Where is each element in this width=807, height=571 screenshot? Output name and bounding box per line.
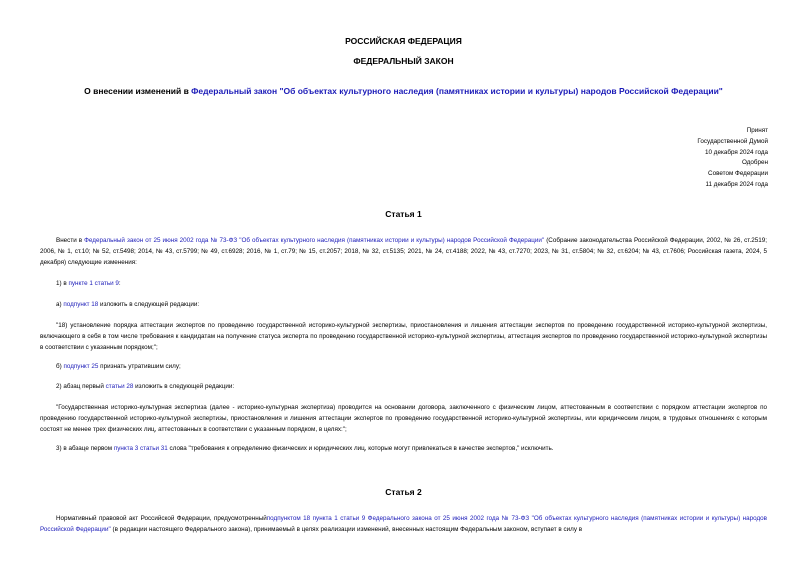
item-3-link[interactable]: пункта 3 статьи 31 bbox=[113, 445, 168, 452]
item-2-link[interactable]: статьи 28 bbox=[105, 383, 134, 390]
article-1-heading: Статья 1 bbox=[385, 209, 422, 219]
country-heading: РОССИЙСКАЯ ФЕДЕРАЦИЯ bbox=[345, 36, 462, 46]
quote-subitem-18: "18) установление порядка аттестации экспертов по проведению государственной историко-культурной экспертизы, приостановления и лишения аттестации экспертов по проведению государственной историко-культурной экспертизы, включающего в себя в том числе требования к кандидатам на получение статуса эксперта по проведению государственной историко-культурной экспертизы, аттестация экспертов по проведению государственной историко-культурной экспертизы в соответствии с указанным порядком;"; bbox=[40, 322, 767, 351]
subitem-b-link[interactable]: подпункт 25 bbox=[63, 363, 99, 370]
adoption-line: 11 декабря 2024 года bbox=[705, 180, 768, 188]
subitem-a: а) подпункт 18 изложить в следующей редакции: bbox=[56, 301, 200, 308]
subitem-a-link[interactable]: подпункт 18 bbox=[63, 301, 99, 308]
adoption-line: Государственной Думой bbox=[697, 137, 768, 145]
adoption-line: Советом Федерации bbox=[708, 170, 768, 178]
item-1-link[interactable]: пункте 1 статьи 9 bbox=[68, 280, 119, 287]
subitem-b: б) подпункт 25 признать утратившим силу; bbox=[56, 363, 181, 370]
law-reference-link[interactable]: Федеральный закон от 25 июня 2002 года № 73-ФЗ "Об объектах культурного наследия (памятниках истории и культуры) народов Российской Федерации" bbox=[84, 237, 545, 244]
article-2-link[interactable]: подпунктом 18 пункта 1 статьи 9 Федерального закона от 25 июня 2002 года № 73-ФЗ "Об объектах культурного наследия (памятниках истории и культуры) народов Российской Федерации" bbox=[40, 515, 768, 533]
law-title bbox=[30, 86, 777, 96]
item-1: 1) в пункте 1 статьи 9: bbox=[56, 280, 121, 287]
article-1-intro: Внести в Федеральный закон от 25 июня 2002 года № 73-ФЗ "Об объектах культурного наследия (памятниках истории и культуры) народов Российской Федерации" (Собрание законодательства Российской Федерации, 2002, № 26, ст.2519; 2006, № 1, ст.10; № 52, ст.5498; 2014, № 43, ст.5799; № 49, ст.6928; 2016, № 1, ст.79; № 15, ст.2057; 2018, № 32, ст.5135; 2021, № 24, ст.4188; 2022, № 43, ст.7270; 2023, № 31, ст.5804; № 32, ст.6204; № 43, ст.7606; Российская газета, 2024, 5 декабря) следующие изменения: bbox=[40, 237, 767, 266]
article-2-heading: Статья 2 bbox=[385, 487, 422, 497]
law-title-prefix: О внесении изменений в bbox=[84, 86, 192, 96]
article-2-body: Нормативный правовой акт Российской Федерации, предусмотренныйподпунктом 18 пункта 1 статьи 9 Федерального закона от 25 июня 2002 года № 73-ФЗ "Об объектах культурного наследия (памятниках истории и культуры) народов Российской Федерации" (в редакции настоящего Федерального закона), принимаемый в целях реализации изменений, внесенных настоящим Федеральным законом, вступает в силу в bbox=[40, 515, 768, 533]
law-title-link[interactable]: Федеральный закон "Об объектах культурного наследия (памятниках истории и культуры) народов Российской Федерации" bbox=[191, 86, 723, 96]
item-2: 2) абзац первый статьи 28 изложить в следующей редакции: bbox=[56, 383, 235, 390]
adoption-line: Одобрен bbox=[741, 159, 768, 167]
item-3: 3) в абзаце первом пункта 3 статьи 31 слова "требования к определению физических и юридических лиц, которые могут привлекаться в качестве экспертов," исключить. bbox=[56, 445, 554, 452]
adoption-line: 10 декабря 2024 года bbox=[705, 148, 768, 156]
quote-article-28: "Государственная историко-культурная экспертиза (далее - историко-культурная экспертиза) проводится на основании договора, заключенного с физическим лицом, аттестованным в соответствии с порядком аттестации экспертов по проведению государственной историко-культурной экспертизы, приостановления и лишения аттестации экспертов по проведению государственной историко-культурной экспертизы, или юридическим лицом, в трудовых отношениях с которым состоят не менее трех физических лиц, аттестованных в соответствии с указанным порядком, в целях:"; bbox=[40, 404, 767, 433]
doc-type-heading: ФЕДЕРАЛЬНЫЙ ЗАКОН bbox=[353, 56, 454, 66]
adoption-block bbox=[608, 126, 768, 191]
adoption-line: Принят bbox=[746, 127, 768, 134]
